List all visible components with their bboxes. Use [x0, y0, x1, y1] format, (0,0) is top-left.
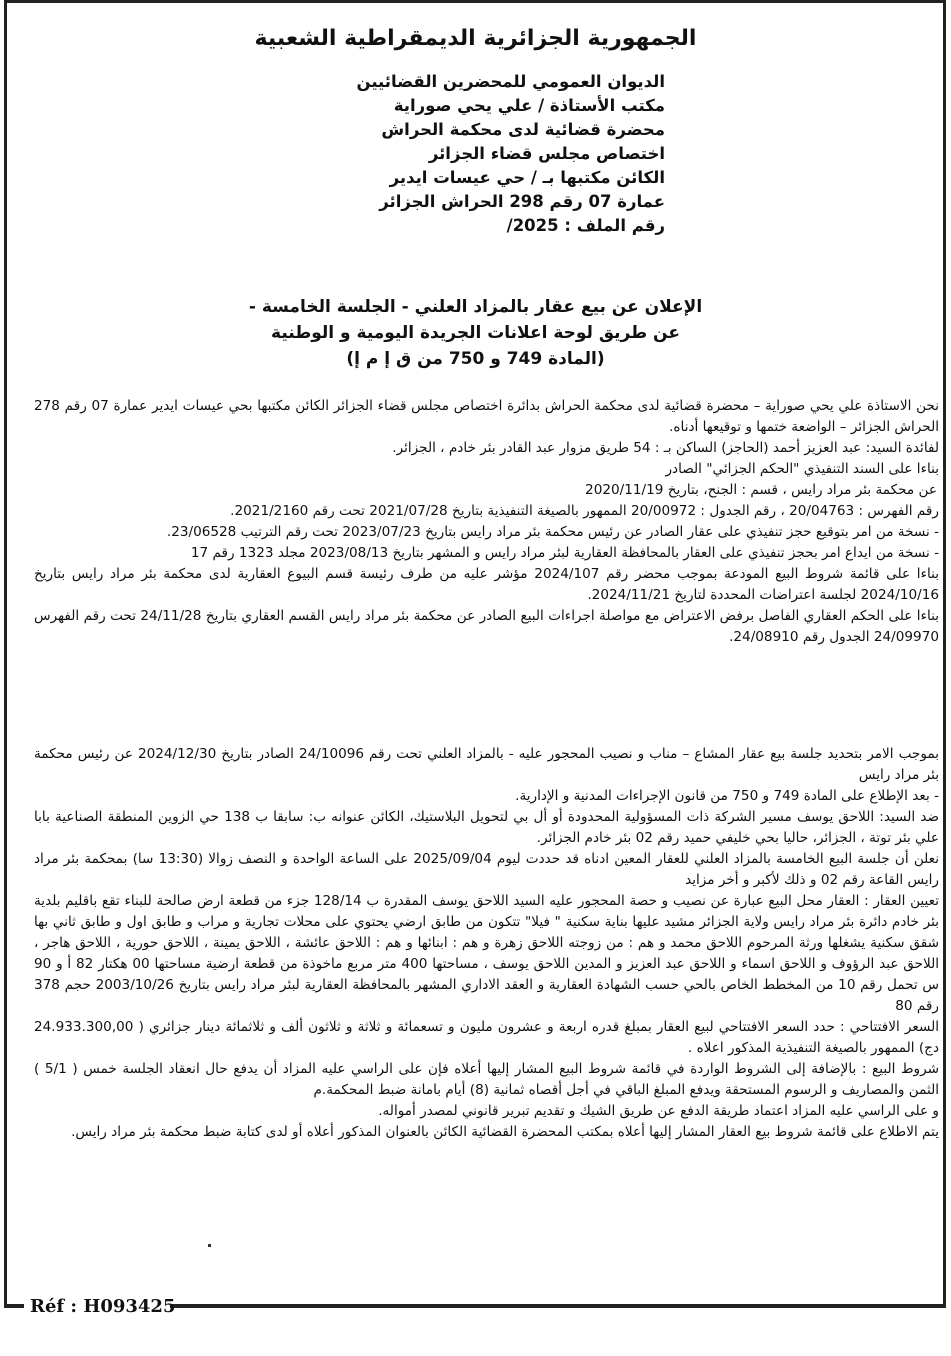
- header-line: مكتب الأستاذة / علي يحي صوراية: [393, 96, 665, 115]
- frame-border-bottom-right: [170, 1304, 946, 1308]
- frame-border-bottom-left: [4, 1304, 24, 1308]
- paragraph: لفائدة السيد: عبد العزيز أحمد (الحاجز) الساكن بـ : 54 طريق مزوار عبد القادر بئر خادم ، الجزائر.: [392, 440, 939, 456]
- paragraph: نحن الاستاذة علي يحي صوراية – محضرة قضائية لدى محكمة الحراش بدائرة اختصاص مجلس قضاء الجزائر الكائن مكتبها بحي عيسات ايدير عمارة 07 رقم 278 الحراش الجزائر – الواضعة ختمها و توقيعها أدناه.: [34, 398, 939, 435]
- frame-border-left: [4, 0, 7, 1306]
- header-line: عمارة 07 رقم 298 الحراش الجزائر: [379, 192, 665, 211]
- republic-title: الجمهورية الجزائرية الديمقراطية الشعبية: [254, 26, 697, 51]
- notice-title-line: الإعلان عن بيع عقار بالمزاد العلني - الجلسة الخامسة -: [248, 297, 703, 317]
- paragraph: بناءا على الحكم العقاري الفاصل برفض الاعتراض مع مواصلة اجراءات البيع الصادر عن محكمة بئر مراد رايس القسم العقاري بتاريخ 24/11/28 تحت رقم الفهرس 24/09970 الجدول رقم 24/08910.: [34, 608, 939, 645]
- notice-title: [100, 294, 851, 372]
- paragraph: ضد السيد: اللاحق يوسف مسير الشركة ذات المسؤولية المحدودة أو أل بي لتحويل البلاستيك، الكائن عنوانه ب: سابقا ب 138 حي الزوين المنطقة الصناعية بابا علي بئر توتة ، الجزائر، حاليا بحي خليفي حميد رقم 02 بئر خادم الجزائر.: [34, 809, 939, 846]
- paragraph: شروط البيع : بالإضافة إلى الشروط الواردة في قائمة شروط البيع المشار إليها أعلاه فإن على الراسي عليه المزاد أن يدفع حال انعقاد الجلسة خمس ( 5/1 ) الثمن والمصاريف و الرسوم المستحقة ويدفع المبلغ الباقي في أجل أقصاه ثمانية (8) أيام بامانة ضبط المحكمة.م: [34, 1061, 939, 1098]
- decorative-dot: [208, 1244, 211, 1247]
- paragraph: نعلن أن جلسة البيع الخامسة بالمزاد العلني للعقار المعين ادناه قد حددت ليوم 2025/09/04 على الساعة الواحدة و النصف زوالا (13:30 سا) بمحكمة بئر مراد رايس القاعة رقم 02 و ذلك لأكبر و أخر مزايد: [34, 851, 940, 888]
- header-line: الديوان العمومي للمحضرين القضائيين: [356, 72, 665, 91]
- paragraph: و على الراسي عليه المزاد اعتماد طريقة الدفع عن طريق الشيك و تقديم تبرير قانوني لمصدر أمواله.: [378, 1103, 939, 1119]
- paragraph: رقم الفهرس : 20/04763 ، رقم الجدول : 20/00972 الممهور بالصيغة التنفيذية بتاريخ 2021/07/28 تحت رقم 2021/2160.: [230, 503, 939, 519]
- paragraph: عن محكمة بئر مراد رايس ، قسم : الجنح، بتاريخ 2020/11/19: [585, 482, 937, 498]
- frame-border-right: [943, 0, 946, 1306]
- paragraph: - نسخة من امر بتوقيع حجز تنفيذي على عقار الصادر عن رئيس محكمة بئر مراد رايس بتاريخ 2023/07/23 تحت رقم الترتيب 23/06528.: [166, 524, 939, 540]
- bailiff-header: [225, 70, 665, 238]
- paragraph: - بعد الإطلاع على المادة 749 و 750 من قانون الإجراءات المدنية و الإدارية.: [515, 788, 939, 804]
- file-number: رقم الملف : 2025/: [506, 216, 665, 235]
- paragraph: بناءا على السند التنفيذي "الحكم الجزائي" الصادر: [665, 461, 939, 477]
- notice-body-block-1: [34, 396, 939, 648]
- paragraph: بموجب الامر بتحديد جلسة بيع عقار المشاع – مناب و نصيب المحجور عليه - بالمزاد العلني تحت رقم 24/10096 الصادر بتاريخ 2024/12/30 عن رئيس محكمة بئر مراد رايس: [34, 746, 939, 783]
- header-line: محضرة قضائية لدى محكمة الحراش: [381, 120, 665, 139]
- header-line: الكائن مكتبها بـ / حي عيسات ايدير: [389, 168, 665, 187]
- paragraph: بناءا على قائمة شروط البيع المودعة بموجب محضر رقم 2024/107 مؤشر عليه من طرف رئيسة قسم البيوع العقارية لدى محكمة بئر مراد رايس بتاريخ 2024/10/16 لجلسة اعتراضات المحددة لتاريخ 2024/11/21.: [34, 566, 940, 603]
- paragraph: السعر الافتتاحي : حدد السعر الافتتاحي لبيع العقار بمبلغ قدره اربعة و عشرون مليون و تسعمائة و ثلاثة و ثلاثون ألف و ثلاثمائة دينار جزائري ( 24.933.300,00 دج) الممهور بالصيغة التنفيذية المذكور اعلاه .: [34, 1019, 939, 1056]
- paragraph: - نسخة من ايداع امر بحجز تنفيذي على العقار بالمحافظة العقارية لبئر مراد رايس و المشهر بتاريخ 2023/08/13 مجلد 1323 رقم 17: [190, 545, 939, 561]
- notice-title-line: عن طريق لوحة اعلانات الجريدة اليومية و الوطنية: [271, 323, 680, 343]
- notice-body-block-2: [34, 744, 939, 1143]
- paragraph: تعيين العقار : العقار محل البيع عبارة عن نصيب و حصة المحجور عليه السيد اللاحق يوسف المقدرة ب 128/14 جزء من قطعة ارض صالحة للبناء تقع باقليم بلدية بئر خادم دائرة بئر مراد رايس ولاية الجزائر مشيد عليها بناية سكنية " فيلا" تتكون من طابق ارضي يحتوي على محلات تجارية و مراب و طابق اول و طابق ثاني بها شقق سكنية يشغلها ورثة المرحوم اللاحق محمد و هم : من زوجته اللاحق زهرة و هم : ابنائها و هم : اللاحق عائشة ، اللاحق يمينة ، اللاحق حورية ، اللاحق هاجر ، اللاحق عبد الرؤوف و اللاحق اسماء و اللاحق عبد العزيز و المدين اللاحق يوسف ، مساحتها 400 متر مربع ماخوذة من قطعة ارضية مساحتها 00 هكتار 82 أ و 90 س تحمل رقم 10 من المخطط الخاص بالحي حسب الشهادة العقارية و العقد الاداري المشهر بالمحافظة العقارية لبئر مراد رايس بتاريخ 2003/10/26 حجم 378 رقم 80: [34, 893, 940, 1014]
- header-line: اختصاص مجلس قضاء الجزائر: [428, 144, 665, 163]
- reference-code: Réf : H093425: [30, 1296, 176, 1317]
- paragraph: يتم الاطلاع على قائمة شروط بيع العقار المشار إليها أعلاه بمكتب المحضرة القضائية الكائن بالعنوان المذكور أعلاه أو لدى كتابة ضبط محكمة بئر مراد رايس.: [71, 1124, 939, 1140]
- notice-title-line: (المادة 749 و 750 من ق إ م إ): [346, 349, 605, 369]
- frame-border-top: [4, 0, 944, 3]
